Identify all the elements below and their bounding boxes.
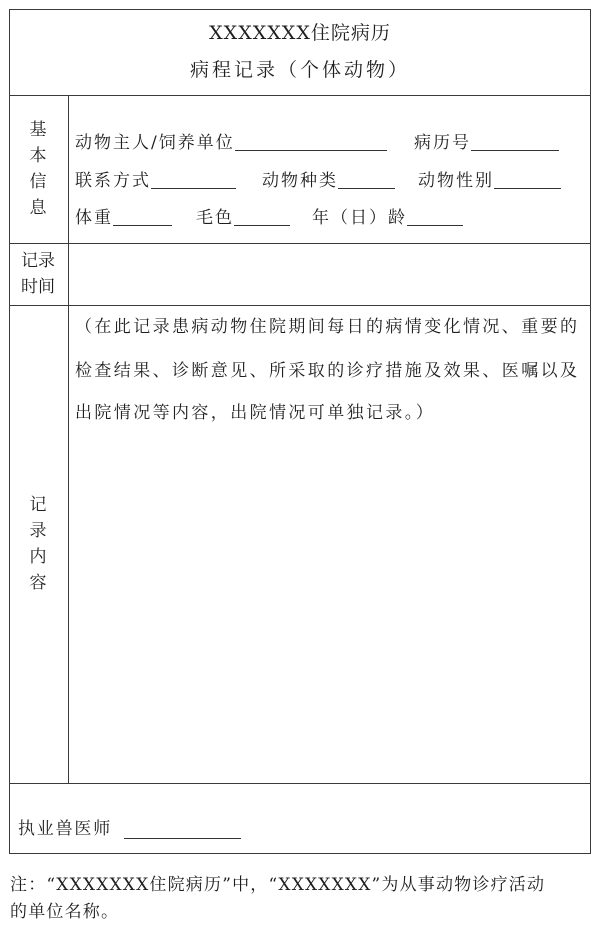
instruction-line: 出院情况等内容，出院情况可单独记录。） [75, 403, 436, 423]
basic-info-label: 基本信息 [29, 120, 47, 218]
instruction-line: （在此记录患病动物住院期间每日的病情变化情况、重要的 [75, 317, 580, 337]
owner-label: 动物主人/饲养单位 [75, 133, 235, 153]
form-subtitle: 病程记录（个体动物） [189, 59, 410, 81]
header-divider [9, 95, 591, 96]
coat-color-field-group [196, 206, 290, 230]
contact-label: 联系方式 [75, 171, 151, 191]
owner-field[interactable] [235, 132, 387, 151]
vet-signature-field[interactable] [124, 820, 241, 839]
species-label: 动物种类 [262, 171, 338, 191]
sex-field-group [418, 169, 561, 193]
record-no-label: 病历号 [414, 133, 471, 153]
weight-field-group [75, 206, 172, 230]
vet-label: 执业兽医师 [18, 819, 112, 839]
weight-field[interactable] [113, 207, 172, 226]
form-title: XXXXXXX住院病历 [209, 22, 391, 44]
age-label: 年（日）龄 [312, 208, 407, 228]
footnote-line: 的单位名称。 [10, 902, 120, 922]
species-field[interactable] [338, 170, 395, 189]
record-time-divider [9, 305, 591, 306]
record-no-field-group [414, 131, 559, 155]
record-content-divider [9, 783, 591, 784]
coat-color-label: 毛色 [196, 208, 234, 228]
label-column-divider [68, 95, 69, 783]
basic-info-divider [9, 243, 591, 244]
sex-label: 动物性别 [418, 171, 494, 191]
age-field-group [312, 206, 463, 230]
record-no-field[interactable] [471, 132, 559, 151]
contact-field-group [75, 169, 236, 193]
coat-color-field[interactable] [234, 207, 290, 226]
record-content-label: 记录内容 [29, 495, 47, 593]
contact-field[interactable] [151, 170, 236, 189]
owner-field-group [75, 131, 387, 155]
species-field-group [262, 169, 395, 193]
record-time-label: 记录时间 [21, 251, 55, 297]
age-field[interactable] [407, 207, 463, 226]
record-time-field[interactable] [70, 245, 589, 304]
weight-label: 体重 [75, 208, 113, 228]
footnote-line: 注：“XXXXXXX住院病历”中，“XXXXXXX”为从事动物诊疗活动 [10, 875, 546, 895]
instruction-line: 检查结果、诊断意见、所采取的诊疗措施及效果、医嘱以及 [75, 361, 580, 381]
sex-field[interactable] [494, 170, 561, 189]
